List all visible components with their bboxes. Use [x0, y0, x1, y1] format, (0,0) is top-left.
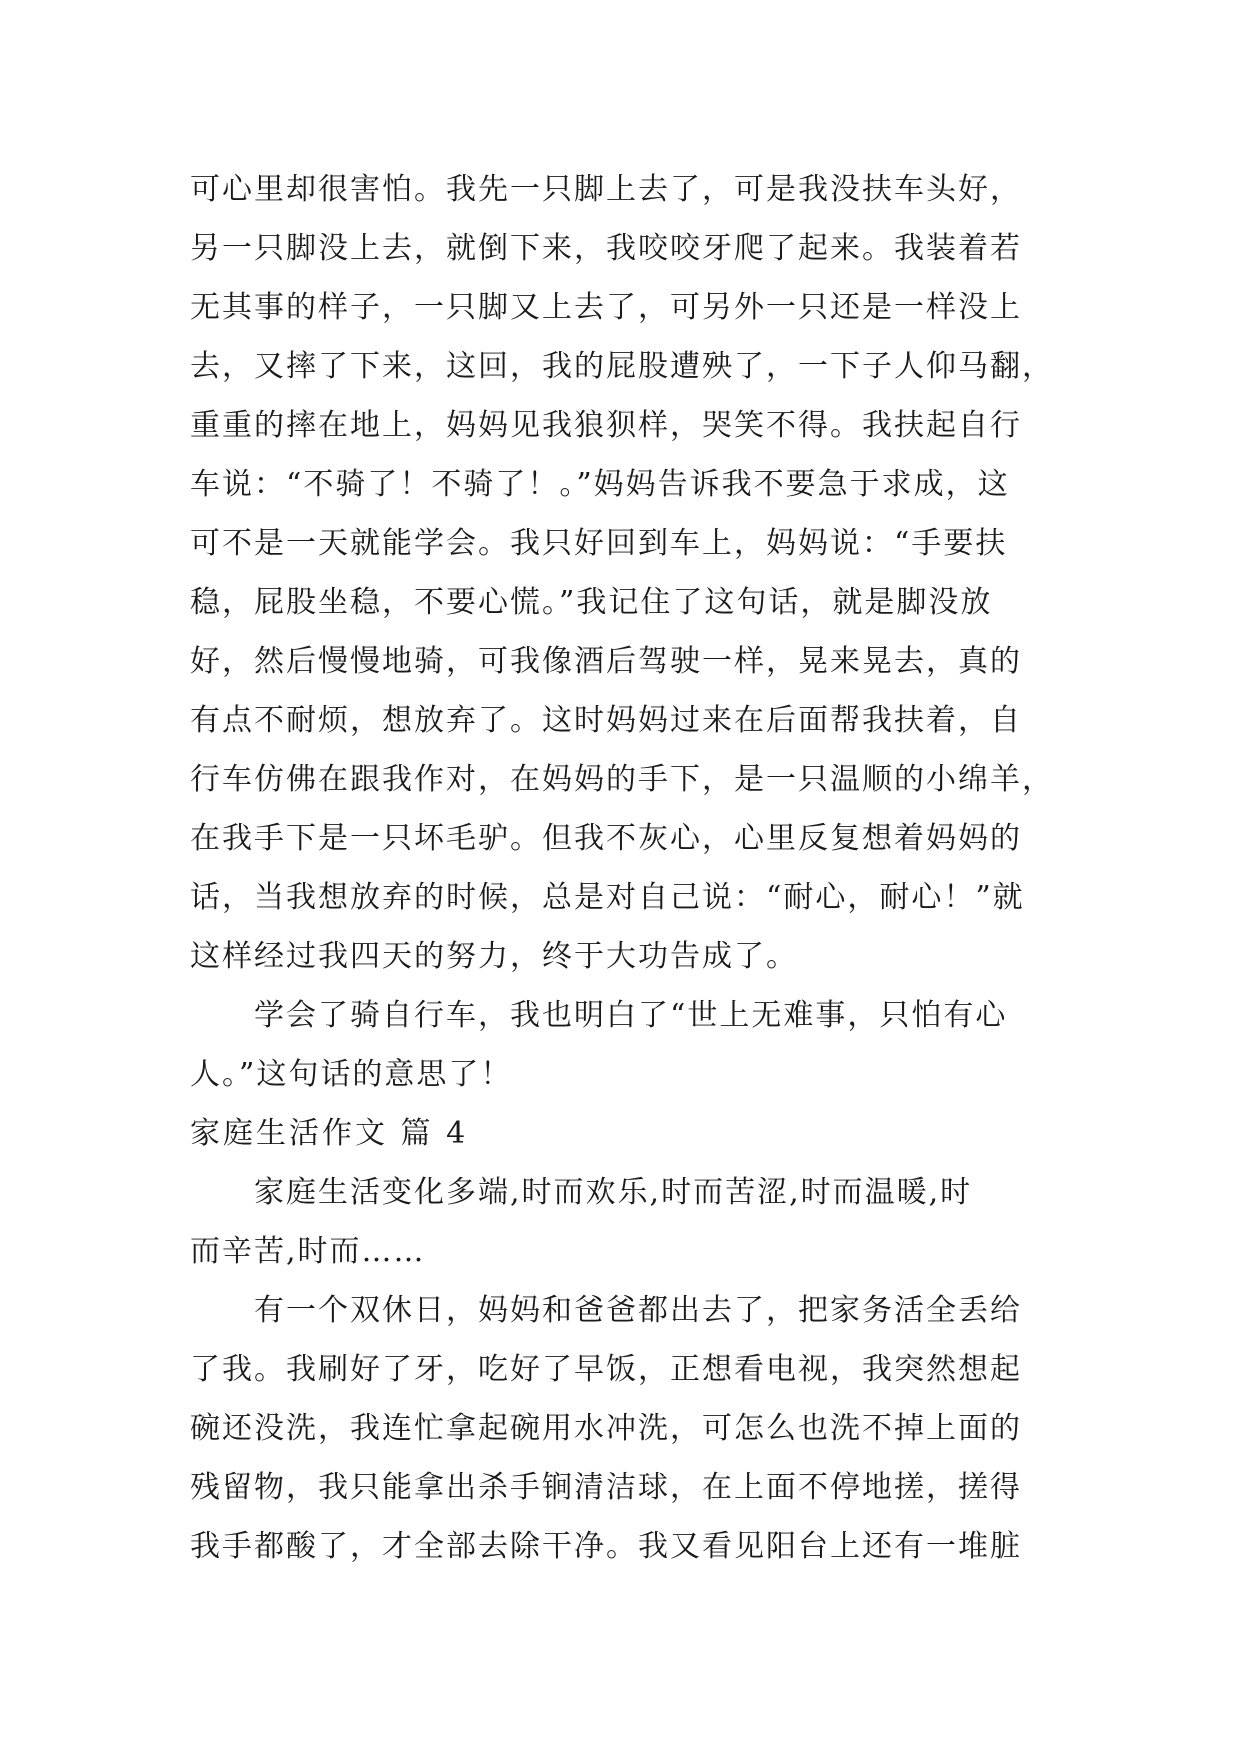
body-line: 无其事的样子，一只脚又上去了，可另外一只还是一样没上 [190, 290, 1022, 325]
body-line: 残留物，我只能拿出杀手锏清洁球，在上面不停地搓，搓得 [190, 1470, 1022, 1505]
document-body [190, 160, 1070, 1576]
paragraph-first-line: 家庭生活变化多端,时而欢乐,时而苦涩,时而温暖,时 [254, 1175, 973, 1210]
body-line: 了我。我刷好了牙，吃好了早饭，正想看电视，我突然想起 [190, 1352, 1022, 1387]
body-line: 我手都酸了，才全部去除干净。我又看见阳台上还有一堆脏 [190, 1529, 1022, 1564]
body-line: 可心里却很害怕。我先一只脚上去了，可是我没扶车头好， [190, 172, 1022, 207]
body-line: 稳，屁股坐稳，不要心慌。”我记住了这句话，就是脚没放 [190, 585, 993, 620]
body-line: 行车仿佛在跟我作对，在妈妈的手下，是一只温顺的小绵羊， [190, 762, 1054, 797]
body-line: 好，然后慢慢地骑，可我像酒后驾驶一样，晃来晃去，真的 [190, 644, 1022, 679]
body-line: 另一只脚没上去，就倒下来，我咬咬牙爬了起来。我装着若 [190, 231, 1022, 266]
paragraph-first-line: 学会了骑自行车，我也明白了“世上无难事，只怕有心 [254, 998, 1008, 1033]
body-line: 人。”这句话的意思了！ [190, 1057, 513, 1092]
body-line: 这样经过我四天的努力，终于大功告成了。 [190, 939, 798, 974]
body-line: 去，又摔了下来，这回，我的屁股遭殃了，一下子人仰马翻， [190, 349, 1054, 384]
body-line: 在我手下是一只坏毛驴。但我不灰心，心里反复想着妈妈的 [190, 821, 1022, 856]
body-line: 而辛苦,时而…… [190, 1234, 426, 1269]
body-line: 车说：“不骑了！不骑了！。”妈妈告诉我不要急于求成，这 [190, 467, 1010, 502]
section-heading: 家庭生活作文 篇 4 [190, 1116, 469, 1151]
paragraph-first-line: 有一个双休日，妈妈和爸爸都出去了，把家务活全丢给 [254, 1293, 1022, 1328]
body-line: 有点不耐烦，想放弃了。这时妈妈过来在后面帮我扶着，自 [190, 703, 1022, 738]
body-line: 重重的摔在地上，妈妈见我狼狈样，哭笑不得。我扶起自行 [190, 408, 1022, 443]
body-line: 话，当我想放弃的时候，总是对自己说：“耐心，耐心！”就 [190, 880, 1025, 915]
body-line: 碗还没洗，我连忙拿起碗用水冲洗，可怎么也洗不掉上面的 [190, 1411, 1022, 1446]
body-line: 可不是一天就能学会。我只好回到车上，妈妈说：“手要扶 [190, 526, 1008, 561]
